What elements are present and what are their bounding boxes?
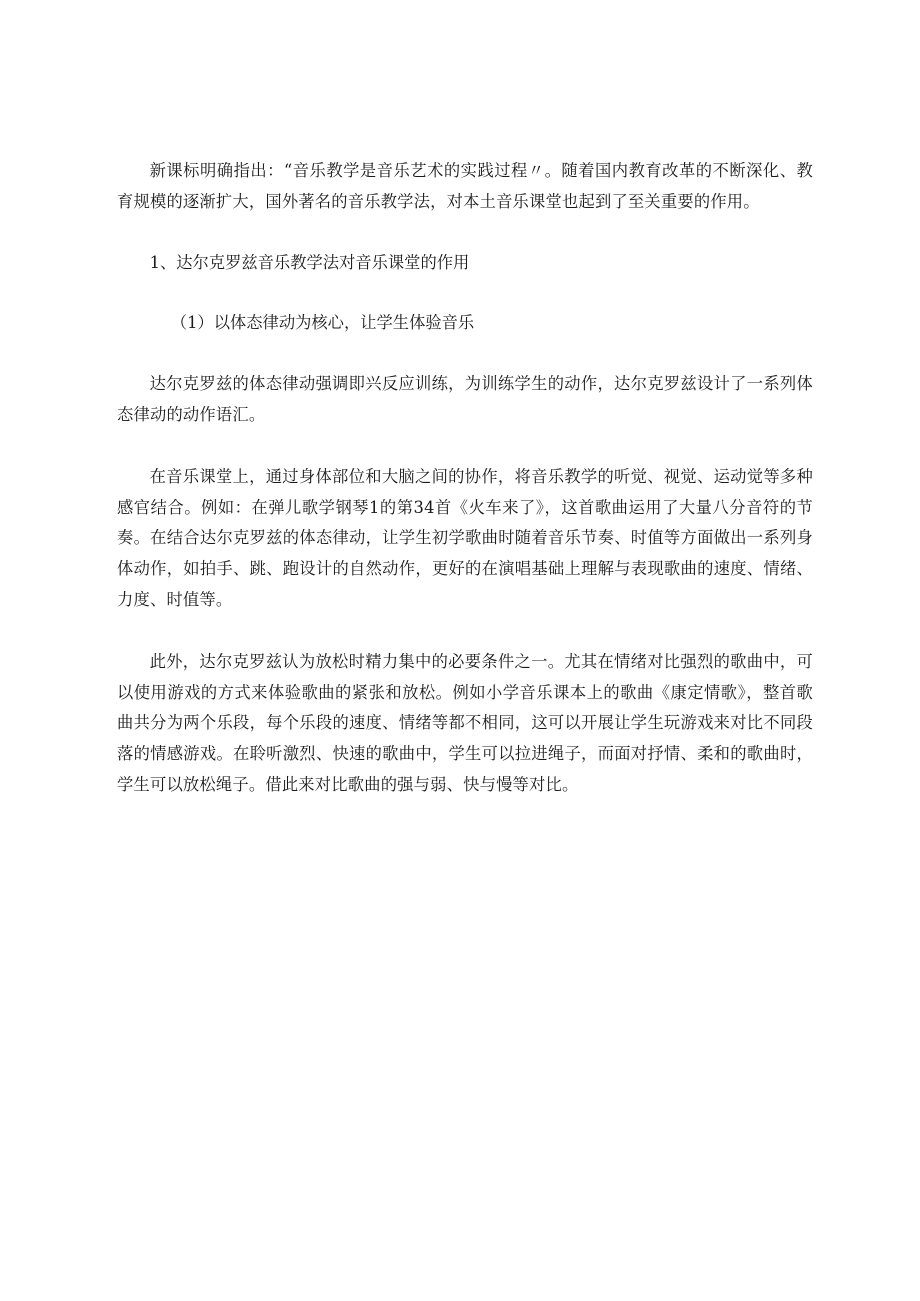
body-paragraph-3: 此外，达尔克罗兹认为放松时精力集中的必要条件之一。尤其在情绪对比强烈的歌曲中，可以使用游戏的方式来体验歌曲的紧张和放松。例如小学音乐课本上的歌曲《康定情歌》，整首歌曲共分为两个乐段，每个乐段的速度、情绪等都不相同，这可以开展让学生玩游戏来对比不同段落的情感游戏。在聆听激烈、快速的歌曲中，学生可以拉进绳子，而面对抒情、柔和的歌曲时，学生可以放松绳子。借此来对比歌曲的强与弱、快与慢等对比。 <box>117 651 813 794</box>
subsection-heading: （1）以体态律动为核心，让学生体验音乐 <box>170 313 475 333</box>
section-heading: 1、达尔克罗兹音乐教学法对音乐课堂的作用 <box>149 252 470 272</box>
document-body <box>117 156 813 801</box>
body-paragraph-2: 在音乐课堂上，通过身体部位和大脑之间的协作，将音乐教学的听觉、视觉、运动觉等多种感官结合。例如：在弹儿歌学钢琴1的第34首《火车来了》，这首歌曲运用了大量八分音符的节奏。在结合达尔克罗兹的体态律动，让学生初学歌曲时随着音乐节奏、时值等方面做出一系列身体动作，如拍手、跳、跑设计的自然动作，更好的在演唱基础上理解与表现歌曲的速度、情绪、力度、时值等。 <box>117 466 813 609</box>
intro-paragraph: 新课标明确指出：“音乐教学是音乐艺术的实践过程〃。随着国内教育改革的不断深化、教育规模的逐渐扩大，国外著名的音乐教学法，对本土音乐课堂也起到了至关重要的作用。 <box>117 161 813 211</box>
body-paragraph-1: 达尔克罗兹的体态律动强调即兴反应训练，为训练学生的动作，达尔克罗兹设计了一系列体态律动的动作语汇。 <box>117 374 813 424</box>
